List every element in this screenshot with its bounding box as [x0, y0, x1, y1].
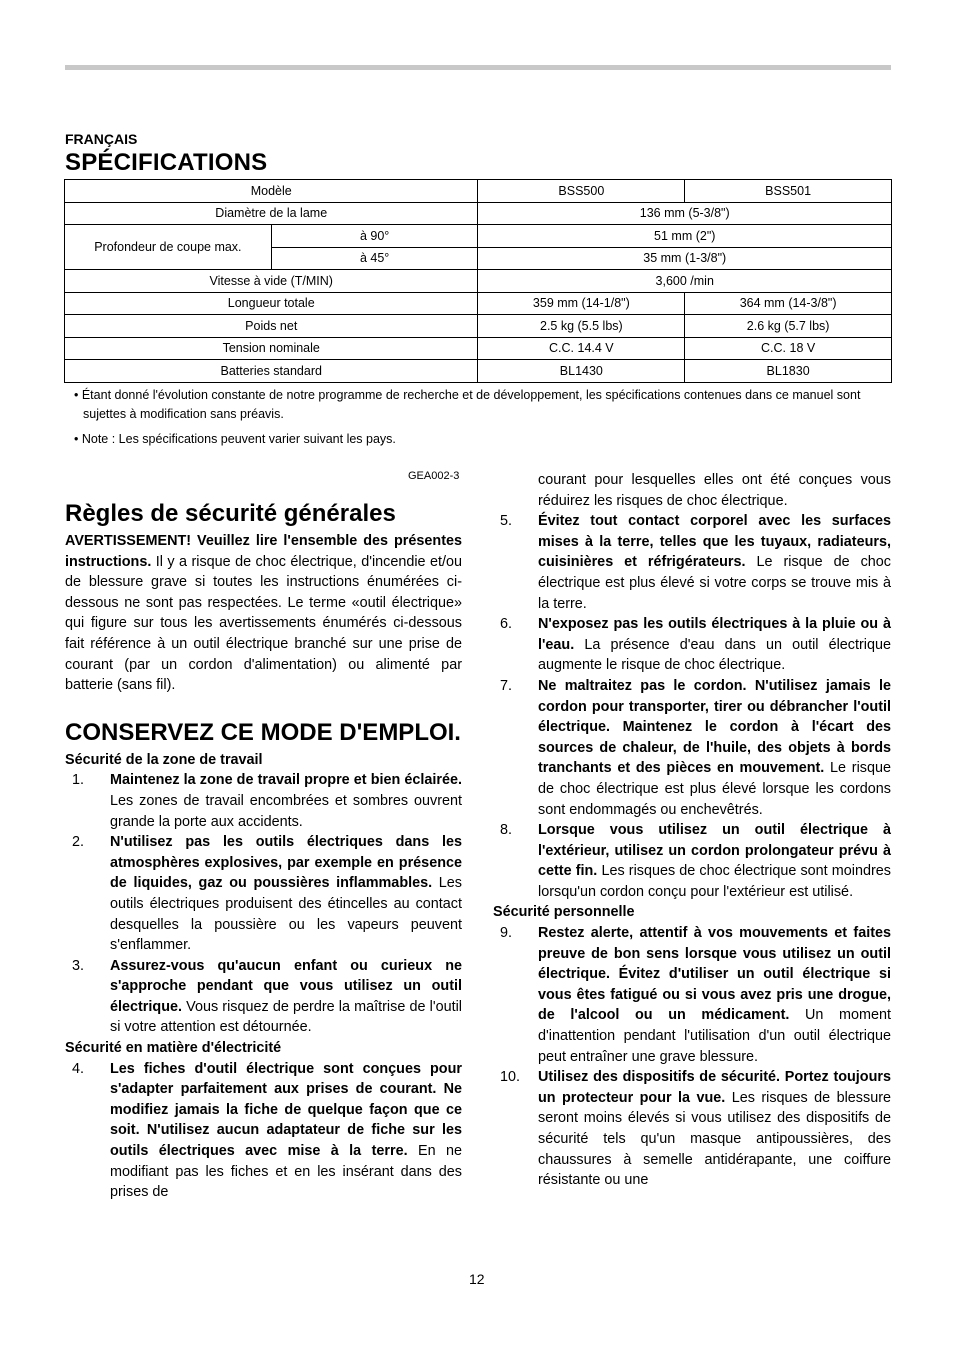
list-item: 1. Maintenez la zone de travail propre et bien éclairée. Les zones de travail encombrées et sombres ouvrent grande la porte aux accidents. — [72, 772, 462, 830]
list-item: 3. Assurez-vous qu'aucun enfant ou curieux ne s'approche pendant que vous utilisez un outil électrique. Vous risquez de perdre la maîtrise de l'outil si votre attention est détournée. — [72, 957, 462, 1036]
length-bss501: 364 mm (14-3/8") — [685, 292, 892, 315]
model-bss500: BSS500 — [478, 180, 685, 203]
right-column — [493, 470, 891, 1191]
model-bss501: BSS501 — [685, 180, 892, 203]
list-item: 6. N'exposez pas les outils électriques à la pluie ou à l'eau. La présence d'eau dans un outil électrique augmente le risque de choc électrique. — [500, 616, 891, 674]
personal-safety-heading: Sécurité personnelle — [493, 904, 635, 921]
table-row — [65, 180, 892, 203]
rules-intro: AVERTISSEMENT! Veuillez lire l'ensemble des présentes instructions. Il y a risque de choc électrique, d'incendie et/ou de blessure grave si toutes les instructions énumérées ci-dessous ne sont pas respectées. Le terme «outil électrique» qui figure sur tous les avertissements énumérés ci-dessous fait référence à un outil électrique branché sur une prise de courant (par un cordon d'alimentation) ou alimenté par batterie (sans fil). — [65, 533, 462, 694]
model-label: Modèle — [65, 180, 478, 203]
battery-label: Batteries standard — [65, 360, 478, 383]
cut-depth-45-label: à 45° — [271, 247, 478, 270]
table-row — [65, 225, 892, 248]
blade-diameter-value: 136 mm (5-3/8") — [478, 202, 892, 225]
spec-notes — [74, 386, 889, 455]
list-item: 8. Lorsque vous utilisez un outil électrique à l'extérieur, utilisez un cordon prolongateur prévu à cette fin. Les risques de choc électrique sont moindres lorsqu'un cordon conçu pour l'extérieur est utilisé. — [500, 822, 891, 900]
list-item: 10. Utilisez des dispositifs de sécurité. Portez toujours un protecteur pour la vue. Les risques de blessure seront moins élevés si vous utilisez des dispositifs de sécurité tels qu'un masque antipoussières, des chaussures à semelle antidérapante, une coiffure résistante ou une — [500, 1069, 891, 1189]
page-title: SPÉCIFICATIONS — [65, 149, 268, 176]
table-row — [65, 270, 892, 293]
speed-value: 3,600 /min — [478, 270, 892, 293]
battery-bss501: BL1830 — [685, 360, 892, 383]
table-row — [65, 360, 892, 383]
weight-label: Poids net — [65, 315, 478, 338]
weight-bss500: 2.5 kg (5.5 lbs) — [478, 315, 685, 338]
voltage-bss500: C.C. 14.4 V — [478, 337, 685, 360]
list-item: 7. Ne maltraitez pas le cordon. N'utilisez jamais le cordon pour transporter, tirer ou débrancher l'outil électrique. Maintenez le cordon à l'écart des sources de chaleur, de l'huile, des objets à bords tranchants et des pièces en mouvement. Le risque de choc électrique est plus élevé lorsque les cordons sont endommagés ou enchevêtrés. — [500, 677, 892, 818]
table-row — [65, 315, 892, 338]
note-country: • Note : Les spécifications peuvent varier suivant les pays. — [74, 432, 396, 446]
work-area-heading: Sécurité de la zone de travail — [65, 751, 263, 768]
list-item: 4. Les fiches d'outil électrique sont conçues pour s'adapter parfaitement aux prises de courant. Ne modifiez jamais la fiche de quelque façon que ce soit. N'utilisez aucun adaptateur de fiche sur les outils électriques avec mise à la terre. En ne modifiant pas les fiches et en les insérant dans des prises de — [72, 1060, 463, 1201]
speed-label: Vitesse à vide (T/MIN) — [65, 270, 478, 293]
table-row — [65, 292, 892, 315]
language-label: FRANÇAIS — [65, 131, 138, 147]
table-row — [65, 202, 892, 225]
note-evolution: • Étant donné l'évolution constante de notre programme de recherche et de développement, les spécifications contenues dans ce manuel sont sujettes à modification sans préavis. — [74, 388, 861, 421]
weight-bss501: 2.6 kg (5.7 lbs) — [685, 315, 892, 338]
keep-manual-heading: CONSERVEZ CE MODE D'EMPLOI. — [65, 718, 461, 746]
cut-depth-label: Profondeur de coupe max. — [65, 225, 272, 270]
rules-heading: Règles de sécurité générales — [65, 500, 396, 527]
table-row — [65, 337, 892, 360]
blade-diameter-label: Diamètre de la lame — [65, 202, 478, 225]
battery-bss500: BL1430 — [478, 360, 685, 383]
voltage-label: Tension nominale — [65, 337, 478, 360]
list-item-continuation: courant pour lesquelles elles ont été conçues vous réduirez les risques de choc électrique. — [538, 472, 891, 509]
cut-depth-90-label: à 90° — [271, 225, 478, 248]
cut-depth-90-value: 51 mm (2") — [478, 225, 892, 248]
specifications-table — [64, 179, 892, 383]
list-item: 9. Restez alerte, attentif à vos mouvements et faites preuve de bon sens lorsque vous utilisez un outil électrique. Évitez d'utiliser un outil électrique si vous êtes fatigué ou si vous avez pris une drogue, de l'alcool ou un médicament. Un moment d'inattention pendant l'utilisation d'un outil électrique peut entraîner une grave blessure. — [500, 925, 891, 1065]
list-item: 5. Évitez tout contact corporel avec les surfaces mises à la terre, telles que les tuyaux, radiateurs, cuisinières et réfrigérateurs. Le risque de choc électrique est plus élevé si votre corps se trouve mis à la terre. — [500, 513, 891, 612]
cut-depth-45-value: 35 mm (1-3/8") — [478, 247, 892, 270]
left-column — [65, 497, 462, 1203]
header-rule — [65, 65, 891, 70]
list-item: 2. N'utilisez pas les outils électriques dans les atmosphères explosives, par exemple en présence de liquides, gaz ou poussières inflammables. Les outils électriques produisent des étincelles au contact desquelles la poussière ou les vapeurs peuvent s'enflammer. — [72, 834, 462, 954]
electrical-heading: Sécurité en matière d'électricité — [65, 1040, 282, 1057]
length-label: Longueur totale — [65, 292, 478, 315]
voltage-bss501: C.C. 18 V — [685, 337, 892, 360]
length-bss500: 359 mm (14-1/8") — [478, 292, 685, 315]
page-number: 12 — [469, 1271, 485, 1287]
document-code: GEA002-3 — [408, 470, 460, 482]
